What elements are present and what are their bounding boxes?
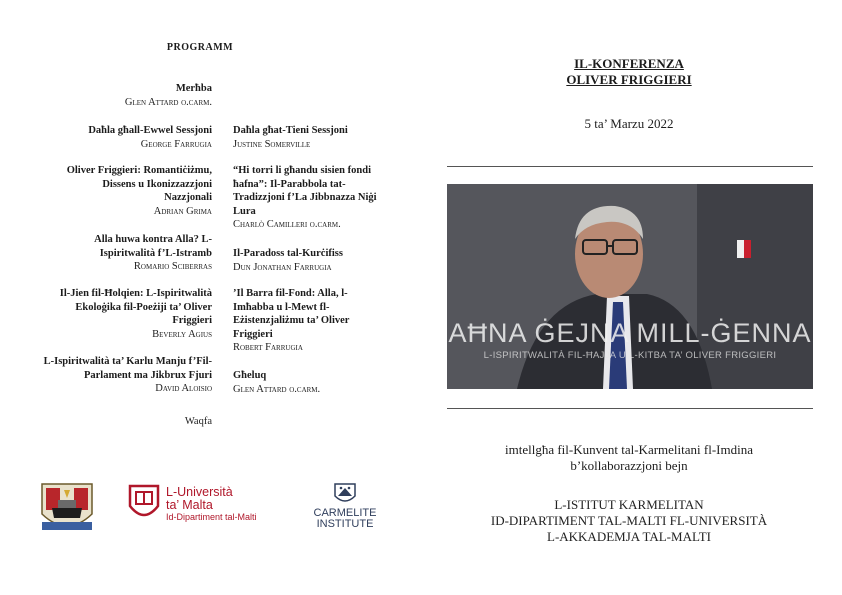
venue-line1: imtellgħa fil-Kunvent tal-Karmelitani fl-Imdina [504,442,753,457]
speaker-photo [447,184,813,389]
venue-line2: b’kollaborazzjoni bejn [570,458,688,473]
session-speaker: Adrian Grima [153,205,212,217]
photo-subtitle: L-ISPIRITWALITÀ FIL-ĦAJJA U L-KITBA TA’ OLIVER FRIGGIERI [483,350,777,361]
conference-date: 5 ta’ Marzu 2022 [584,116,674,131]
conference-title-line1: IL-KONFERENZA [574,56,684,71]
session-speaker: George Farrugia [140,138,212,150]
programme-item [233,369,403,396]
session-title: Daħla għall-Ewwel Sessjoni [88,125,212,136]
venue-text [430,442,828,474]
programme-item [12,124,212,151]
session-speaker: Romario Sciberras [133,261,212,272]
conference-title-line2: OLIVER FRIGGIERI [566,72,692,87]
programme-item [52,233,212,274]
session-title: ’Il Barra fil-Fond: Alla, l-Imħabba u l-Mewt fl-Eżistenzjaliżmu ta’ Oliver Friggieri [233,288,350,340]
session-title: Il-Jien fil-Ħolqien: L-Ispiritwalità Ekoloġika fil-Poeżiji ta’ Oliver Friggieri [59,288,212,326]
um-line3: Id-Dipartiment tal-Malti [166,512,257,522]
session-title: Daħla għat-Tieni Sessjoni [233,125,348,136]
partner-item: L-AKKADEMJA TAL-MALTI [547,529,711,544]
session-title: L-Ispiritwalità ta’ Karlu Manju f’Fil-Parlament ma Jikbrux Fjuri [43,356,212,381]
um-line2: ta’ Malta [166,498,213,512]
session-speaker: Glen Attard o.carm. [124,96,212,108]
um-line1: L-Università [166,485,233,499]
programme-title: PROGRAMM [166,42,234,53]
session-speaker: Charlò Camilleri o.carm. [233,219,341,230]
programme-item [233,164,378,232]
programme-item [42,287,212,341]
partner-item: L-ISTITUT KARMELITAN [554,497,704,512]
conference-title [430,56,828,88]
session-speaker: David Aloisio [155,383,212,394]
top-divider [447,166,813,167]
photo-title: AĦNA ĠEJNA MILL-ĠENNA [448,318,812,348]
university-shield-icon [128,484,160,524]
session-title: “Hi torri li għandu sisien fondi ħafna”: Il-Parabbola tat-Tradizzjoni f’La Jibbnazza Niġi Lura [233,165,377,217]
university-of-malta-logo [128,484,278,532]
programme-item [62,164,212,218]
partners-list [430,497,828,545]
academy-crest-logo [36,478,98,540]
session-speaker: Robert Farrugia [233,342,303,353]
partner-item: ID-DIPARTIMENT TAL-MALTI FL-UNIVERSITÀ [490,513,768,528]
session-speaker: Justine Somerville [233,138,311,150]
session-speaker: Glen Attard o.carm. [233,383,321,395]
session-title: Alla huwa kontra Alla? L-Ispiritwalità f’L-Istramb [94,234,212,259]
break-label: Waqfa [184,416,212,427]
carmelite-institute-logo [300,482,390,542]
session-title: Il-Paradoss tal-Kurċifiss [233,248,343,259]
session-title: Merħba [175,83,212,94]
bottom-divider [447,408,813,409]
session-title: Oliver Friggieri: Romantiċiżmu, Dissens u Ikonizzazzjoni Nazzjonali [66,165,212,203]
carm-line2: INSTITUTE [316,518,374,530]
session-title: Għeluq [233,370,267,381]
programme-item [22,355,212,396]
programme-item [233,287,368,355]
programme-item [12,82,212,109]
session-speaker: Dun Jonathan Farrugia [233,261,332,273]
programme-item [233,247,403,274]
carmelite-shield-icon [333,482,357,506]
carm-line1: CARMELITE [313,507,377,519]
programme-item [233,124,403,151]
session-speaker: Beverly Agius [152,328,212,340]
